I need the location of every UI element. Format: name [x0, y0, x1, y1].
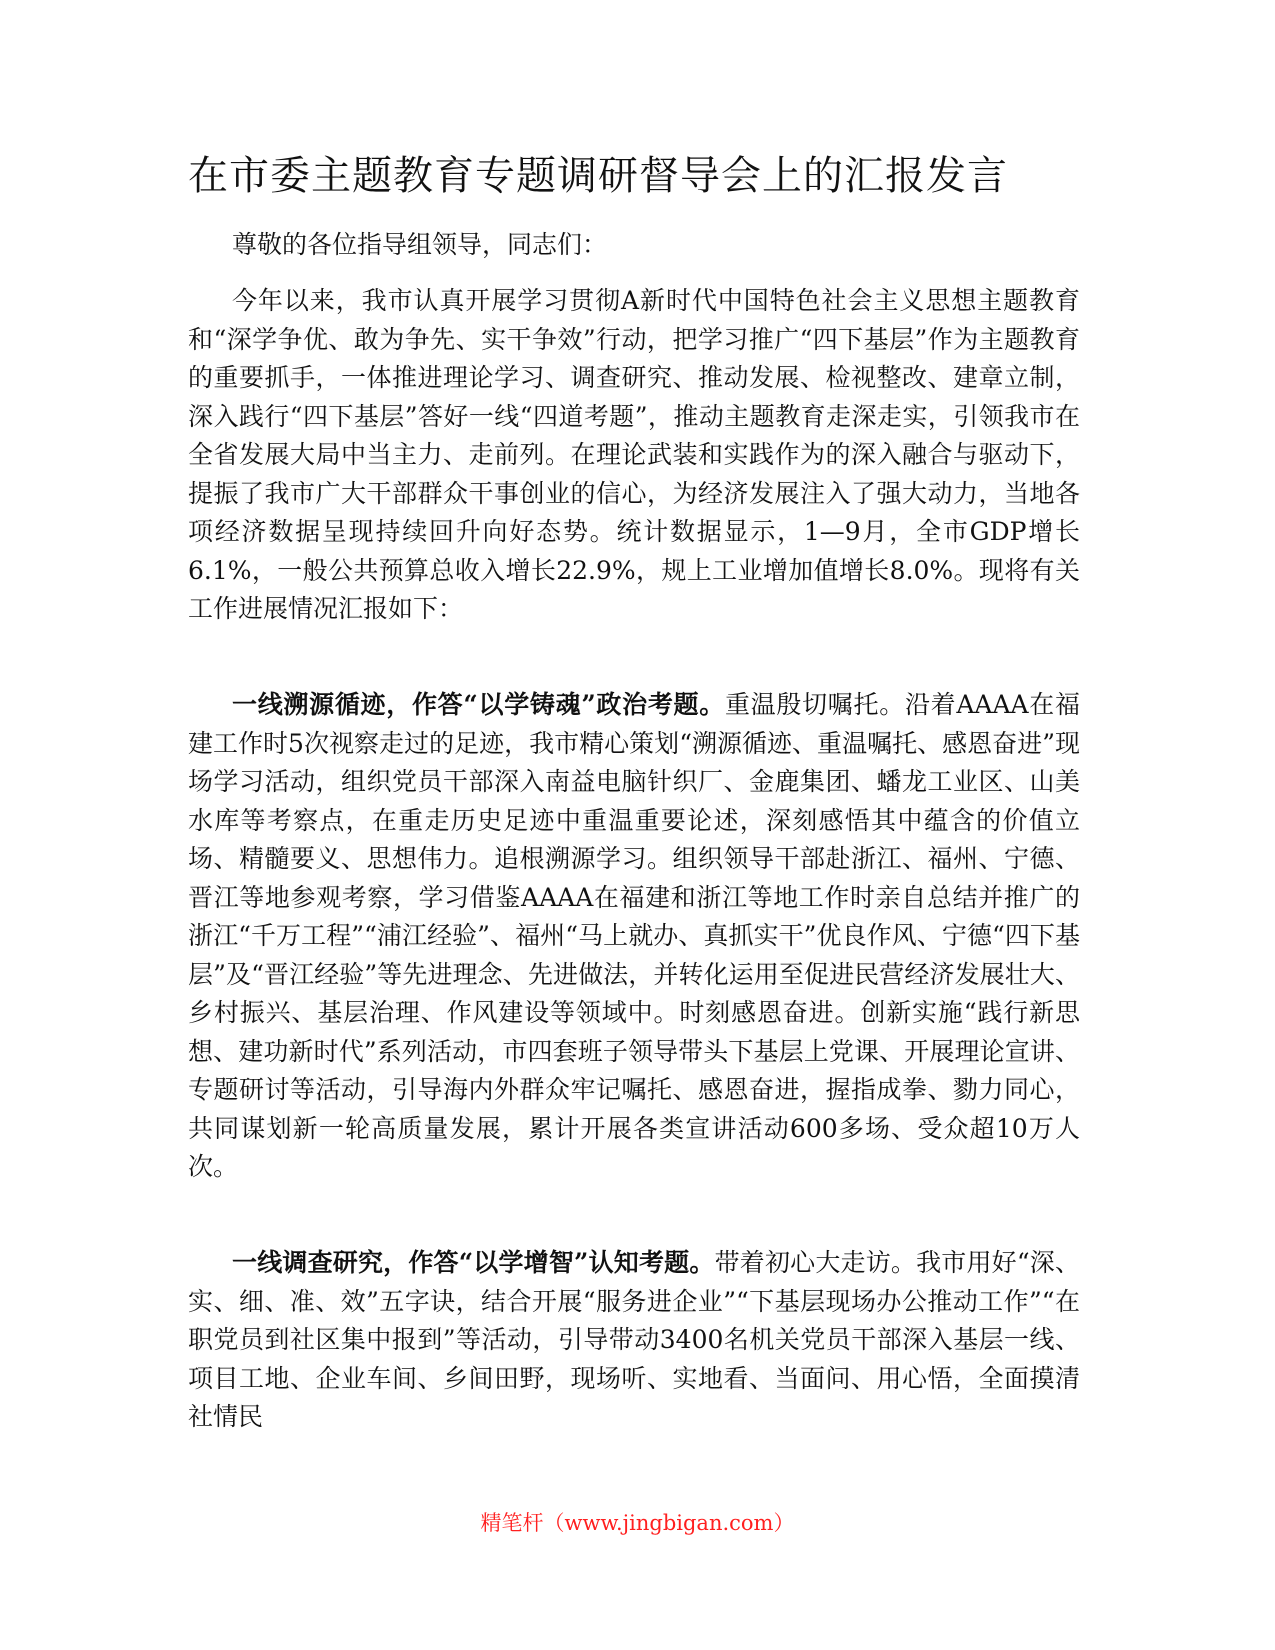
- paragraph-text: 今年以来，我市认真开展学习贯彻A新时代中国特色社会主义思想主题教育和“深学争优、敢为争先、实干争效”行动，把学习推广“四下基层”作为主题教育的重要抓手，一体推进理论学习、调查研究、推动发展、检视整改、建章立制，深入践行“四下基层”答好一线“四道考题”，推动主题教育走深走实，引领我市在全省发展大局中当主力、走前列。在理论武装和实践作为的深入融合与驱动下，提振了我市广大干部群众干事创业的信心，为经济发展注入了强大动力，当地各项经济数据呈现持续回升向好态势。统计数据显示，1—9月，全市GDP增长6.1%，一般公共预算总收入增长22.9%，规上工业增加值增长8.0%。现将有关工作进展情况汇报如下：: [188, 286, 1080, 623]
- footer-watermark-link[interactable]: 精笔杆（www.jingbigan.com）: [480, 1511, 795, 1535]
- body-paragraph-political: [188, 686, 1080, 1225]
- salutation: 尊敬的各位指导组领导，同志们：: [232, 230, 608, 259]
- paragraph-lead-heading: 一线溯源循迹，作答“以学铸魂”政治考题。: [232, 690, 725, 719]
- paragraph-text: 重温殷切嘱托。沿着AAAA在福建工作时5次视察走过的足迹，我市精心策划“溯源循迹、重温嘱托、感恩奋进”现场学习活动，组织党员干部深入南益电脑针织厂、金鹿集团、蟠龙工业区、山美水库等考察点，在重走历史足迹中重温重要论述，深刻感悟其中蕴含的价值立场、精髓要义、思想伟力。追根溯源学习。组织领导干部赴浙江、福州、宁德、晋江等地参观考察，学习借鉴AAAA在福建和浙江等地工作时亲自总结并推广的浙江“千万工程”“浦江经验”、福州“马上就办、真抓实干”优良作风、宁德“四下基层”及“晋江经验”等先进理念、先进做法，并转化运用至促进民营经济发展壮大、乡村振兴、基层治理、作风建设等领域中。时刻感恩奋进。创新实施“践行新思想、建功新时代”系列活动，市四套班子领导带头下基层上党课、开展理论宣讲、专题研讨等活动，引导海内外群众牢记嘱托、感恩奋进，握指成拳、勠力同心，共同谋划新一轮高质量发展，累计开展各类宣讲活动600多场、受众超10万人次。: [188, 690, 1080, 1181]
- body-paragraph-intro: [188, 282, 1080, 667]
- document-title: 在市委主题教育专题调研督导会上的汇报发言: [188, 153, 1008, 199]
- body-paragraph-research: [188, 1244, 1080, 1437]
- paragraph-lead-heading: 一线调查研究，作答“以学增智”认知考题。: [232, 1248, 715, 1277]
- paragraph-text: 带着初心大走访。我市用好“深、实、细、准、效”五字诀，结合开展“服务进企业”“下基层现场办公推动工作”“在职党员到社区集中报到”等活动，引导带动3400名机关党员干部深入基层一线、项目工地、企业车间、乡间田野，现场听、实地看、当面问、用心悟，全面摸清社情民: [188, 1248, 1080, 1431]
